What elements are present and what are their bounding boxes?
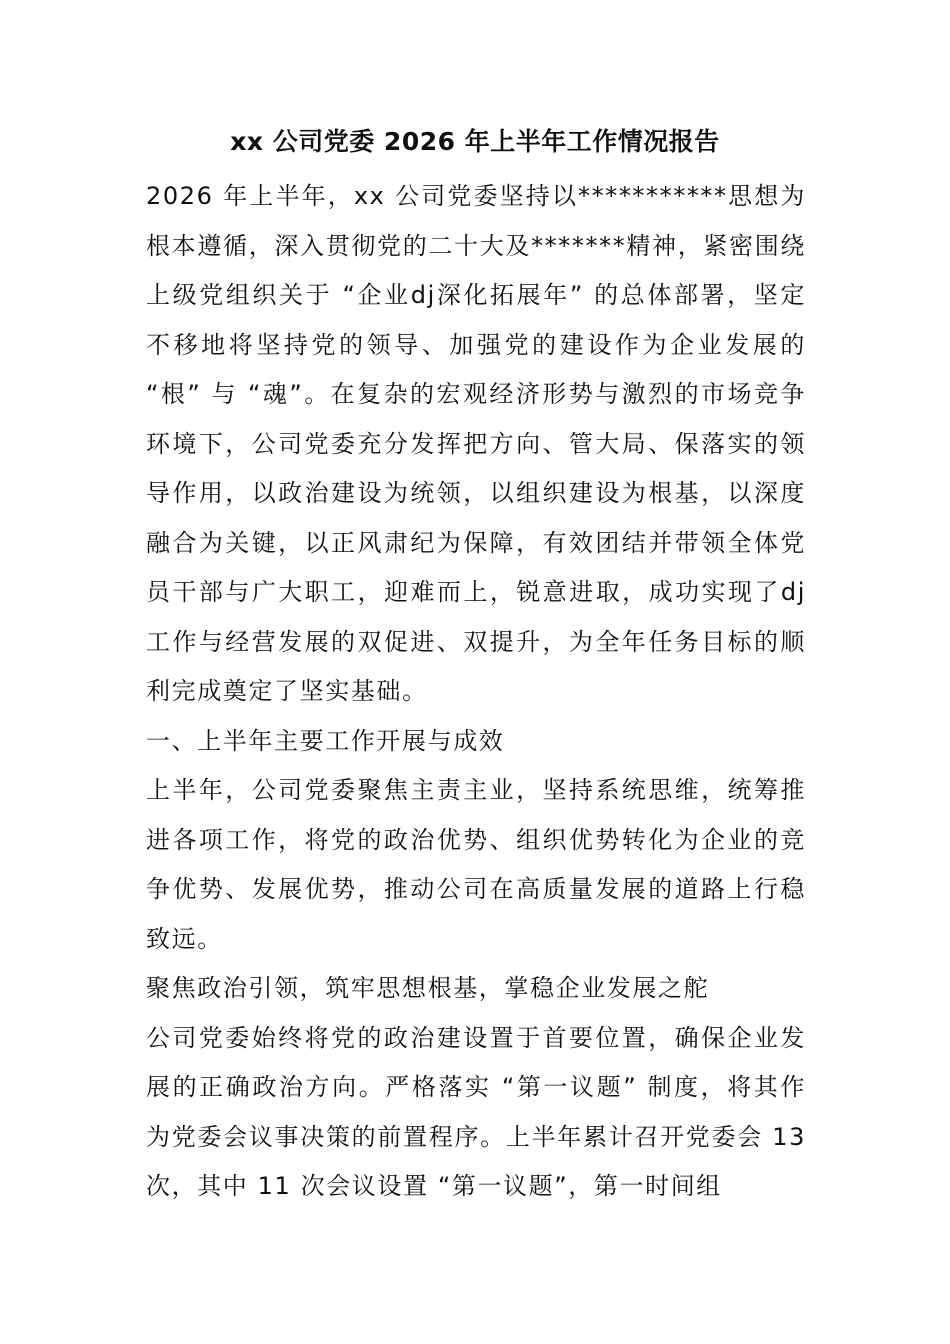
section-heading-1: 一、上半年主要工作开展与成效 [146,726,505,755]
paragraph-section-1-summary: 上半年，公司党委聚焦主责主业，坚持系统思维，统筹推进各项工作，将党的政治优势、组织优势转化为企业的竞争优势、发展优势，推动公司在高质量发展的道路上行稳致远。 [146,776,806,953]
document-body [146,118,806,1212]
paragraph-political-building: 公司党委始终将党的政治建设置于首要位置，确保企业发展的正确政治方向。严格落实 “第一议题” 制度，将其作为党委会议事决策的前置程序。上半年累计召开党委会 13 次，其中 11 次会议设置 “第一议题”，第一时间组 [146,1023,806,1200]
document-title: xx 公司党委 2026 年上半年工作情况报告 [230,127,720,156]
paragraph-intro: 2026 年上半年，xx 公司党委坚持以***********思想为根本遵循，深入贯彻党的二十大及*******精神，紧密围绕上级党组织关于 “企业dj深化拓展年” 的总体部署，坚定不移地将坚持党的领导、加强党的建设作为企业发展的 “根” 与 “魂”。在复杂的宏观经济形势与激烈的市场竞争环境下，公司党委充分发挥把方向、管大局、保落实的领导作用，以政治建设为统领，以组织建设为根基，以深度融合为关键，以正风肃纪为保障，有效团结并带领全体党员干部与广大职工，迎难而上，锐意进取，成功实现了dj工作与经营发展的双促进、双提升，为全年任务目标的顺利完成奠定了坚实基础。 [146,182,806,705]
subheading-political-guidance: 聚焦政治引领，筑牢思想根基，掌稳企业发展之舵 [146,974,710,1002]
